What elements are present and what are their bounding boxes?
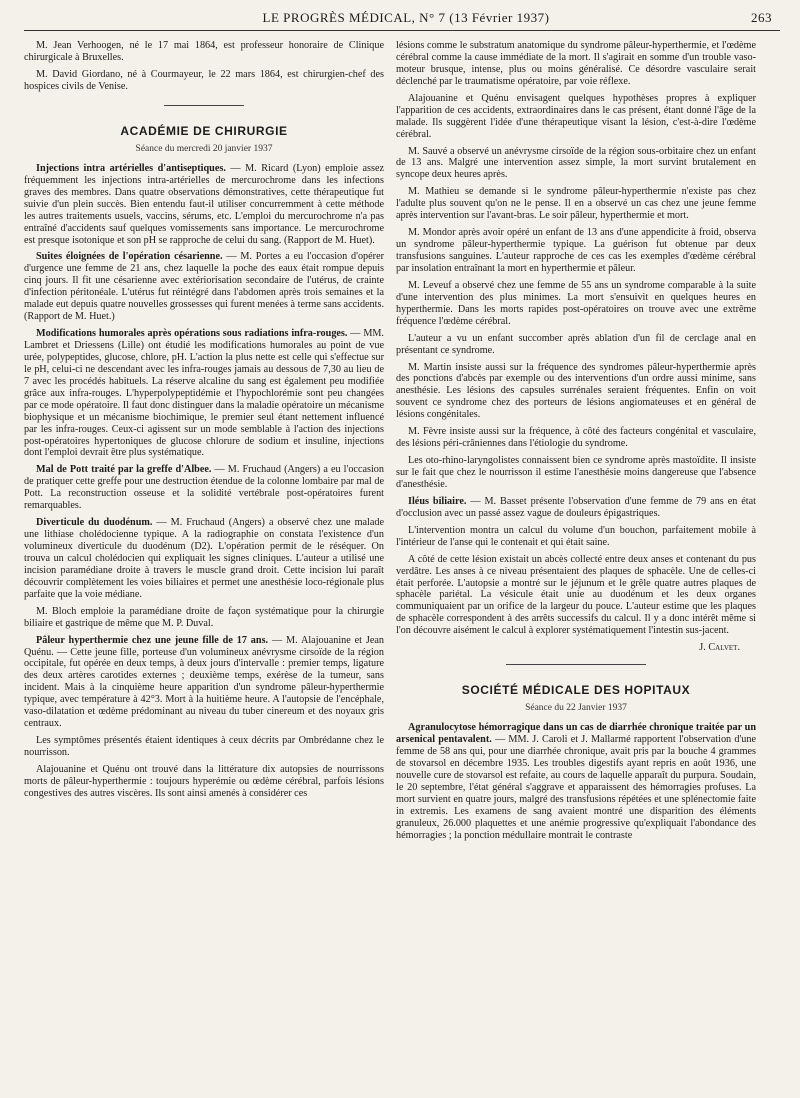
article-paragraph: L'intervention montra un calcul du volume d'un bouchon, parfaitement mobile à l'intérieur de l'anse qui le contenait et qui était saine.	[396, 524, 756, 548]
intro-paragraph: M. David Giordano, né à Courmayeur, le 22 mars 1864, est chirurgien-chef des hospices civils de Venise.	[24, 68, 384, 92]
running-header	[40, 10, 772, 28]
header-rule	[24, 30, 780, 31]
article-paragraph: Pâleur hyperthermie chez une jeune fille de 17 ans. — M. Alajouanine et Jean Quénu. — Cette jeune fille, porteuse d'un volumineux anévrysme cirsoïde de la région occipitale, fut opérée en deux temps, à deux jours d'intervalle : premier temps, ligature des deux artères carotides externes ; deuxième temps, exérèse de la tumeur, sans incident. Mais à la cinquième heure apparition d'un syndrome pâleur-hyperthermie typique, avec température à 42°3. Mort à la huitième heure. A l'autopsie de l'encéphale, vaso-dilatation et œdème prédominant au niveau du tuber cinereum et des noyaux gris centraux.	[24, 634, 385, 730]
section-title-societe: SOCIÉTÉ MÉDICALE DES HOPITAUX	[461, 683, 691, 698]
article-paragraph: M. Martin insiste aussi sur la fréquence des syndromes pâleur-hyperthermie après des ponctions d'abcès par exemple ou des interventions d'un ordre aussi minime, sans anesthésie. Les lésions des capsules surrénales seraient fréquentes. Enfin on voit souvent ce syndrome chez des porteurs de lésions angiomateuses et en général de lésions congénitales.	[396, 361, 756, 421]
article-paragraph: Agranulocytose hémorragique dans un cas de diarrhée chronique traitée par un arsenical pentavalent. — MM. J. Caroli et J. Mallarmé rapportent l'observation d'une femme de 58 ans qui, pour une diarrhée chronique, avait pris par la bouche 4 grammes de stovarsol en décembre 1935. Les troubles digestifs ayant repris en août 1936, une nouvelle cure de stovarsol est refaite, au cours de laquelle apparaît du purpura. Soudain, le 20 septembre, l'état général s'aggrave et apparaissent des hémorragies profuses. La mort survient en quatre jours, malgré des transfusions répétées et une splénectomie faite in extremis. Les examens de sang avaient montré une disparition des éléments granuleux, 26.000 plaquettes et une anémie progressive qu'expliquait l'abondance des hémorragies ; la ponction médullaire montrait le contraste	[396, 722, 756, 841]
article-paragraph: lésions comme le substratum anatomique du syndrome pâleur-hyperthermie, et l'œdème cérébral comme la cause immédiate de la mort. Il s'agirait en somme d'un trouble vaso-moteur brusque, intense, plus ou moins généralisé. Ce désordre vasculaire serait déclenché par le traumatisme opératoire, par voie réflexe.	[396, 40, 756, 87]
article-paragraph: Iléus biliaire. — M. Basset présente l'observation d'une femme de 79 ans en état d'occlusion avec un passé assez vague de douleurs épigastriques.	[396, 495, 756, 519]
article-paragraph: M. Mathieu se demande si le syndrome pâleur-hyperthermie n'existe pas chez l'adulte plus souvent qu'on ne le pense. Il en a observé un cas chez une jeune femme après intervention sur l'avant-bras. Le soir pâleur, hyperthermie et mort.	[396, 186, 756, 222]
article-paragraph: M. Leveuf a observé chez une femme de 55 ans un syndrome comparable à la suite d'une intervention des plus minimes. La mort s'ensuivit en quelques heures en hyperthermie. Dans les morts rapides post-opératoires on trouve avec une extrême fréquence l'œdème cérébral.	[396, 279, 756, 327]
article-paragraph: M. Bloch emploie la paramédiane droite de façon systématique pour la chirurgie biliaire et gastrique de même que M. P. Duval.	[24, 605, 384, 629]
article-paragraph: Les symptômes présentés étaient identiques à ceux décrits par Ombrédanne chez le nourrisson.	[24, 735, 384, 759]
author-signature: J. Calvet.	[699, 642, 740, 654]
article-paragraph: Alajouanine et Quénu ont trouvé dans la littérature dix autopsies de nourrissons morts de pâleur-hyperthermie : toujours hyperémie ou œdème cérébral, parfois lésions congestives des autres viscères. Ils sont ainsi amenés à considérer ces	[24, 763, 384, 799]
article-paragraph: Suites éloignées de l'opération césarienne. — M. Portes a eu l'occasion d'opérer d'urgence une femme de 21 ans, chez laquelle la poche des eaux était rompue depuis cinq jours. Il fit une césarienne avec extériorisation secondaire de l'utérus, de crainte d'infection péritonéale. L'utérus fut réintégré dans l'abdomen après trois semaines et la malade eut depuis quatre nouvelles grossesses qui furent menées à terme sans accidents. (Rapport de M. Huet.)	[24, 251, 384, 323]
article-paragraph: Mal de Pott traité par la greffe d'Albee. — M. Fruchaud (Angers) a eu l'occasion de pratiquer cette greffe pour une destruction étendue de la colonne lombaire par mal de Pott. La reconstruction osseuse et la solidité vertébrale post-opératoires furent remarquables.	[24, 464, 384, 512]
article-paragraph: Diverticule du duodénum. — M. Fruchaud (Angers) a observé chez une malade une lithiase cholédocienne typique. A la radiographie on constata l'existence d'un volumineux diverticule du duodénum (D2). L'opération permit de le réséquer. On trouva un calcul cholédocien qui expliquait les signes cliniques. L'auteur a utilisé une incision paramédiane droite à travers le muscle grand droit. Cette incision lui paraît découvrir complètement les voies biliaires et permet une anesthésie loco-régionale plus parfaite que la voie médiane.	[24, 517, 384, 600]
journal-title: LE PROGRÈS MÉDICAL, N° 7 (13 Février 1937)	[262, 10, 550, 25]
left-column	[24, 40, 384, 805]
article-paragraph: A côté de cette lésion existait un abcès collecté entre deux anses et contenant du pus verdâtre. Les anses à ce niveau présentaient des plaques de sphacèle. Une de celles-ci était perforée. L'autopsie a montré sur le jéjunum et le grêle quatre autres plaques de sphacèle pariétal. La vésicule était unie au duodénum et les deux organes communiquaient par un orifice de la largeur du pouce. L'auteur estime que les plaques de sphacèle correspondent à des arrêts successifs du calcul. Il y a donc intérêt même si l'on découvre aisément le calcul à explorer systématiquement l'intestin sus-jacent.	[396, 553, 756, 637]
article-paragraph: M. Mondor après avoir opéré un enfant de 13 ans d'une appendicite à froid, observa un syndrome pâleur-hyperthermie typique. La guérison fut obtenue par deux transfusions sanguines. L'auteur rapproche de ces cas les exemples d'œdème cérébral par insolation entraînant la mort en hyperthermie et pâleur.	[396, 227, 756, 274]
article-paragraph: M. Fèvre insiste aussi sur la fréquence, à côté des facteurs congénital et vasculaire, des lésions péri-crâniennes dans l'étiologie du syndrome.	[396, 426, 756, 450]
seance-date: Séance du 22 Janvier 1937	[525, 703, 627, 714]
divider	[164, 105, 244, 106]
article-paragraph: Les oto-rhino-laryngolistes connaissent bien ce syndrome après mastoïdite. Il insiste sur le fait que chez le nourrisson il estime l'anesthésie moins dangereuse que l'absence d'anesthésie.	[396, 455, 756, 490]
article-paragraph: M. Sauvé a observé un anévrysme cirsoïde de la région sous-orbitaire chez un enfant de 13 ans. Malgré une intervention assez simple, la mort survint brutalement en syncope deux heures après.	[396, 145, 756, 181]
page-number: 263	[751, 10, 772, 25]
article-paragraph: Injections intra artérielles d'antiseptiques. — M. Ricard (Lyon) emploie assez fréquemment les injections intra-artérielles de mercurochrome dans les infections graves des membres. Dans quatre observations démonstratives, cette thérapeutique fut suivie d'un plein succès. Bien entendu faut-il utiliser concurremment à cette méthode les autres traitements usuels, vaccins, sérums, etc. L'emploi du mercurochrome n'a pas entraîné d'accidents sauf quelques vomissements sans importance. Le mercurochrome est presque isotonique et son pH se rapproche de celui du sang. (Rapport de M. Huet).	[24, 162, 385, 246]
divider	[506, 664, 646, 665]
section-title-academie: ACADÉMIE DE CHIRURGIE	[120, 123, 288, 138]
seance-date: Séance du mercredi 20 janvier 1937	[135, 143, 273, 154]
right-column	[396, 40, 756, 847]
article-paragraph: L'auteur a vu un enfant succomber après ablation d'un fil de cerclage anal en présentant ce syndrome.	[396, 332, 756, 356]
article-paragraph: Modifications humorales après opérations sous radiations infra-rouges. — MM. Lambret et Driessens (Lille) ont étudié les modifications humorales au point de vue urée, polypeptides, glucose, chlore, pH. L'action la plus nette est celle qui s'effectue sur le pH, celui-ci ne descendant avec les infra-rouges jamais au dessous de 7,30 au lieu de 7 avec les procédés habituels. La réserve alcaline du sang est également peu modifiée grâce aux infra-rouges. L'hyperpolypeptidémie et l'hypochlorémie sont peu changées par ce mode opératoire. Il faut donc distinguer dans la maladie opératoire un mécanisme biophysique et un mécanisme biochimique, le premier seul étant nettement influencé par les infra-rouges. Ceux-ci agissent sur un mode semblable à l'action des injections post-opératoires hypertoniques de glucose chlorure de sodium et insuline, injections dont l'emploi devrait être plus systématique.	[24, 328, 384, 459]
intro-paragraph: M. Jean Verhoogen, né le 17 mai 1864, est professeur honoraire de Clinique chirurgicale à Bruxelles.	[24, 40, 384, 63]
article-paragraph: Alajouanine et Quénu envisagent quelques hypothèses propres à expliquer l'apparition de ces accidents, extraordinaires dans le cas présent, étant donné l'âge de la malade. Ils suggèrent l'idée d'une thérapeutique visant la lésion, c'est-à-dire l'œdème cérébral.	[396, 92, 756, 140]
